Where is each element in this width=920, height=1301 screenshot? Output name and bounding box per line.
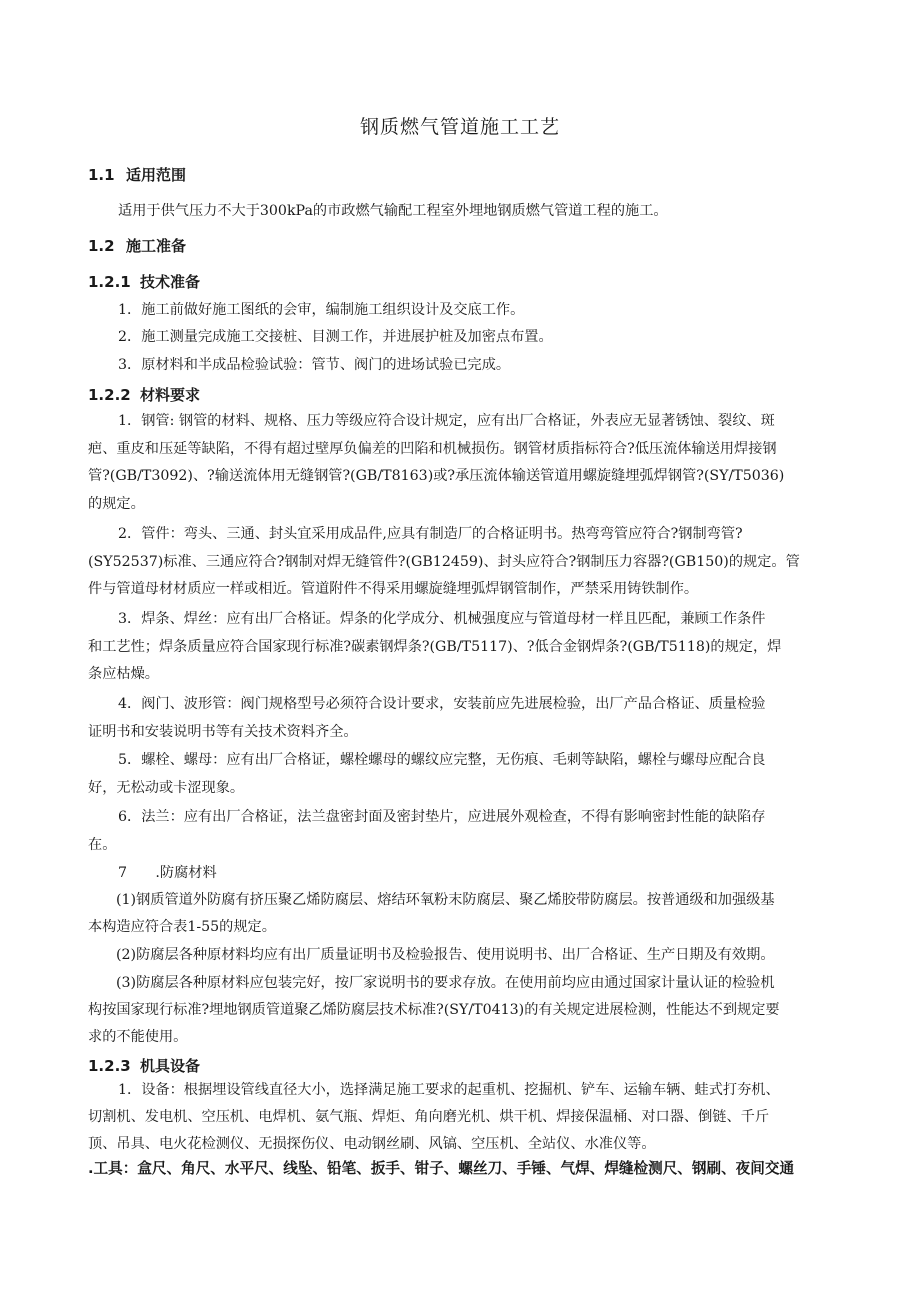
anticorrosion-1-line: (1)钢质管道外防腐有挤压聚乙烯防腐层、熔结环氧粉末防腐层、聚乙烯胶带防腐层。按普通级和加强级基	[116, 892, 775, 908]
material-2-line: 件与管道母材材质应一样或相近。管道附件不得采用螺旋缝埋弧焊钢管制作，严禁采用铸铁制作。	[88, 581, 699, 597]
material-6-line: 在。	[88, 837, 117, 853]
anticorrosion-3-line: (3)防腐层各种原材料应包装完好，按厂家说明书的要求存放。在使用前均应由通过国家计量认证的检验机	[116, 975, 775, 991]
material-2-line: (SY52537)标准、三通应符合?钢制对焊无缝管件?(GB12459)、封头应符合?钢制压力容器?(GB150)的规定。管	[88, 554, 800, 570]
document-title: 钢质燃气管道施工工艺	[359, 116, 560, 138]
tech-item-2: 2．施工测量完成施工交接桩、目测工作，并进展护桩及加密点布置。	[118, 329, 553, 345]
material-3-line: 条应枯燥。	[88, 666, 159, 682]
section-1-2-2-heading	[88, 384, 200, 405]
section-number: 1.2.2	[88, 386, 131, 404]
material-1-line: 1．钢管: 钢管的材料、规格、压力等级应符合设计规定，应有出厂合格证，外表应无显著锈蚀、裂纹、斑	[118, 413, 775, 429]
equipment-line: 顶、吊具、电火花检测仪、无损探伤仪、电动钢丝刷、风镐、空压机、全站仪、水准仪等。	[88, 1136, 656, 1152]
anticorrosion-1-line: 本构造应符合表1-55的规定。	[88, 919, 276, 935]
section-title: 施工准备	[126, 237, 187, 255]
material-6-line: 6．法兰：应有出厂合格证，法兰盘密封面及密封垫片，应进展外观检查，不得有影响密封性能的缺陷存	[118, 809, 766, 825]
material-1-line: 管?(GB/T3092)、?输送流体用无缝钢管?(GB/T8163)或?承压流体输送管道用螺旋缝埋弧焊钢管?(SY/T5036)	[88, 468, 785, 484]
section-1-2-heading	[88, 235, 186, 256]
anticorrosion-3-line: 求的不能使用。	[88, 1029, 188, 1045]
material-4-line: 证明书和安装说明书等有关技术资料齐全。	[88, 724, 358, 740]
equipment-line: 切割机、发电机、空压机、电焊机、氨气瓶、焊炬、角向磨光机、烘干机、焊接保温桶、对口器、倒链、千斤	[88, 1109, 770, 1125]
section-1-1-body: 适用于供气压力不大于300kPa的市政燃气输配工程室外埋地钢质燃气管道工程的施工。	[118, 203, 668, 219]
material-7-heading: 7 .防腐材料	[118, 865, 217, 881]
material-3-line: 3．焊条、焊丝：应有出厂合格证。焊条的化学成分、机械强度应与管道母材一样且匹配，兼顾工作条件	[118, 611, 766, 627]
material-5-line: 好，无松动或卡涩现象。	[88, 780, 245, 796]
section-number: 1.2	[88, 237, 115, 255]
material-2-line: 2．管件：弯头、三通、封头宜采用成品件,应具有制造厂的合格证明书。热弯弯管应符合?钢制弯管?	[118, 526, 743, 542]
material-3-line: 和工艺性；焊条质量应符合国家现行标准?碳素钢焊条?(GB/T5117)、?低合金钢焊条?(GB/T5118)的规定，焊	[88, 639, 782, 655]
section-title: 机具设备	[140, 1057, 201, 1075]
section-title: 材料要求	[140, 386, 201, 404]
section-1-2-1-heading	[88, 271, 200, 292]
anticorrosion-3-line: 构按国家现行标准?埋地钢质管道聚乙烯防腐层技术标准?(SY/T0413)的有关规定进展检测，性能达不到规定要	[88, 1002, 780, 1018]
material-1-line: 的规定。	[88, 496, 145, 512]
material-5-line: 5．螺栓、螺母：应有出厂合格证，螺栓螺母的螺纹应完整，无伤痕、毛刺等缺陷，螺栓与螺母应配合良	[118, 752, 766, 768]
section-1-2-3-heading	[88, 1055, 200, 1076]
section-number: 1.1	[88, 166, 115, 184]
section-title: 适用范围	[126, 166, 187, 184]
tech-item-1: 1．施工前做好施工图纸的会审，编制施工组织设计及交底工作。	[118, 302, 525, 318]
section-number: 1.2.3	[88, 1057, 131, 1075]
section-1-1-heading	[88, 164, 186, 185]
anticorrosion-2-line: (2)防腐层各种原材料均应有出厂质量证明书及检验报告、使用说明书、出厂合格证、生产日期及有效期。	[116, 947, 775, 963]
tech-item-3: 3．原材料和半成品检验试验：管节、阀门的进场试验已完成。	[118, 357, 511, 373]
material-1-line: 疤、重皮和压延等缺陷，不得有超过壁厚负偏差的凹陷和机械损伤。钢管材质指标符合?低压流体输送用焊接钢	[88, 441, 777, 457]
tools-line: .工具：盒尺、角尺、水平尺、线坠、铅笔、扳手、钳子、螺丝刀、手锤、气焊、焊缝检测尺、钢刷、夜间交通	[88, 1160, 795, 1177]
section-title: 技术准备	[140, 273, 201, 291]
material-4-line: 4．阀门、波形管：阀门规格型号必须符合设计要求，安装前应先进展检验，出厂产品合格证、质量检验	[118, 696, 766, 712]
section-number: 1.2.1	[88, 273, 131, 291]
equipment-line: 1．设备：根据埋设管线直径大小，选择满足施工要求的起重机、挖掘机、铲车、运输车辆、蛙式打夯机、	[118, 1082, 780, 1098]
